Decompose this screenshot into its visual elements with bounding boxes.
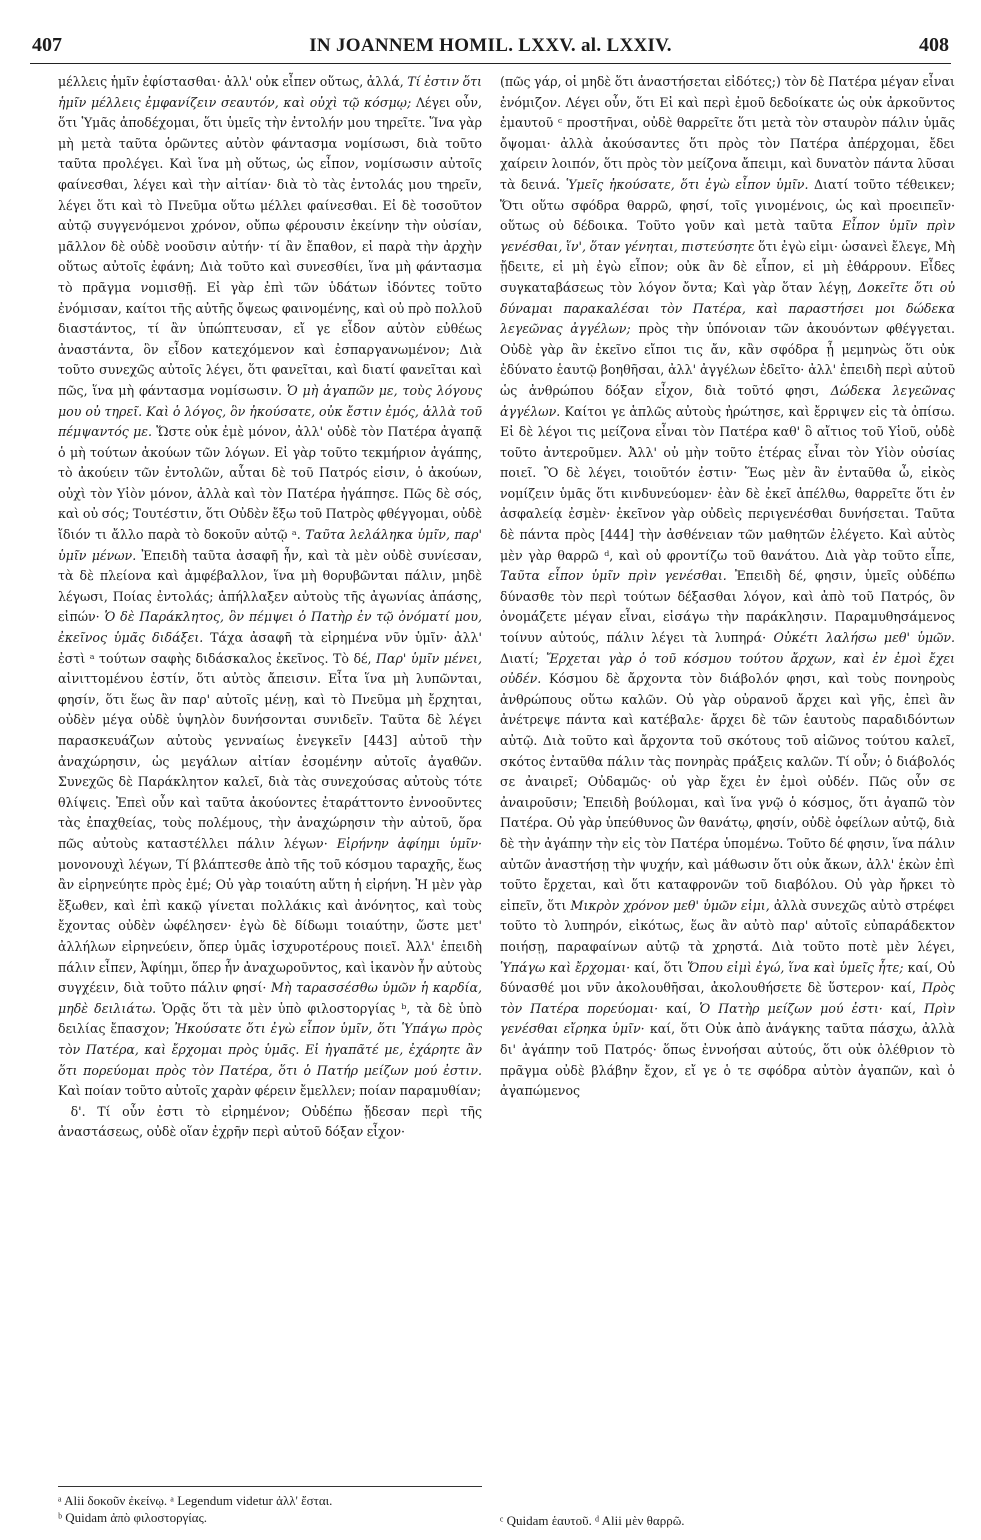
commentary-text: Ἐπειδὴ δέ, φησιν, ὑμεῖς οὐδέπω δύνασθε τὸν περὶ τούτων δέξασθαι λόγον, καὶ ἀπὸ τοῦ Πατρός, ὃν ὀνομάζετε μέγαν εἶναι, εἰσάγω τὴν παράκλησιν. Παραμυθησάμενος τοίνυν αὐτούς, πάλιν λέγει τὰ λυπηρά· [500, 568, 955, 646]
commentary-text: Καίτοι γε ἁπλῶς αὐτοὺς ἠρώτησε, καὶ ἔρριψεν εἰς τὰ ὀπίσω. Εἰ δὲ λέγοι τις μείζονα εἶναι τὸν Πατέρα καθ' ὃ αἴτιος τοῦ Υἱοῦ, οὐδὲ τοῦτο ἀντεροῦμεν. Ἀλλ' οὐ μὴν τοῦτο ἑτέρας εἶναι τὸν Υἱὸν οὐσίας ποιεῖ. Ὃ δὲ λέγει, τοιοῦτόν ἐστιν· Ἕως μὲν ἂν ἐνταῦθα ὦ, εἰκὸς νομίζειν ὑμᾶς ὅτι κινδυνεύομεν· ἐὰν δὲ ἐκεῖ ἀπέλθω, θαρρεῖτε ὅτι ἐν ἀσφαλείᾳ ἐσμὲν· ἐκεῖνον γὰρ οὐδεὶς περιγενέσθαι δυνήσεται. Ταῦτα δὲ πάντα πρὸς [444] τὴν ἀσθένειαν τῶν μαθητῶν ἐλέγετο. Καὶ αὐτὸς μὲν γὰρ θαρρῶ ᵈ, καὶ οὐ φροντίζω τοῦ θανάτου. Διὰ γὰρ τοῦτο εἶπε, [500, 403, 955, 563]
scripture-quote: Ὑπάγω καὶ ἔρχομαι· [500, 959, 631, 975]
commentary-text: Ὥστε οὐκ ἐμὲ μόνον, ἀλλ' οὐδὲ τὸν Πατέρα ἀγαπᾷ ὁ μὴ τούτων ἀκούων τῶν λόγων. Εἰ γὰρ τοῦτο τεκμήριον ἀγάπης, τὸ ἀκούειν τῶν ἐντολῶν, αὗται δὲ τοῦ Πατρός εἰσιν, ὁ ἀκούων, οὐχὶ τὸν Υἱὸν μόνον, ἀλλὰ καὶ τὸν Πατέρα ἠγάπησε. Πῶς δὲ σός, καὶ οὐ σός; Τουτέστιν, ὅτι Οὐδὲν ἔξω τοῦ Πατρὸς φθέγγομαι, οὐδὲ ἴδιόν τι ἄλλο παρὰ τὸ δοκοῦν αὐτῷ ᵃ. [58, 424, 482, 543]
footnotes-left [58, 1492, 482, 1526]
footnote-b: ᵇ Quidam ἀπὸ φιλοστοργίας. [58, 1510, 208, 1525]
commentary-text: αἰνιττομένου ἐστίν, ὅτι αὐτὸς ἄπεισιν. Εἶτα ἵνα μὴ λυπῶνται, φησίν, ὅτι ἕως ἂν παρ' αὐτοῖς μένῃ, καὶ τὸ Πνεῦμα μὴ ἔρχηται, οὐδὲν μέγα οὐδὲ ὑψηλὸν δυνήσονται συνιδεῖν. Ταῦτα δὲ λέγει παρασκευάζων αὐτοὺς γενναίως ἐνεγκεῖν [443] αὐτοῦ τὴν ἀναχώρησιν, ὡς μεγάλων αἰτίαν ἐσομένην αὐτοῖς ἀγαθῶν. Συνεχῶς δὲ Παράκλητον καλεῖ, διὰ τὰς συνεχούσας αὐτοὺς τότε θλίψεις. Ἐπεὶ οὖν καὶ ταῦτα ἀκούοντες ἐταράττοντο ἐννοοῦντες τὰς ἐπαχθείας, τοὺς πολέμους, τὴν ἀναχώρησιν τὴν αὐτοῦ, ὅρα πῶς αὐτοὺς καταστέλλει πάλιν λέγων· [58, 671, 482, 851]
commentary-text: καί, Οὐ δύνασθέ μοι νῦν ἀκολουθῆσαι, ἀκολουθήσετε δὲ ὕστερον· καί, [500, 959, 955, 996]
commentary-text: Τάχα ἀσαφῆ τὰ εἰρημένα νῦν ὑμῖν· ἀλλ' ἐστὶ ᵃ τούτων σαφὴς διδάσκαλος ἐκεῖνος. Τὸ δέ, [58, 630, 482, 666]
scripture-quote: Ὑμεῖς ἠκούσατε, ὅτι ἐγὼ εἶπον ὑμῖν. [565, 176, 809, 192]
commentary-text: ὅτι ἐγὼ εἰμι· ὡσανεὶ ἔλεγε, Μὴ ᾔδειτε, εἰ μὴ ἐγὼ εἶπον; οὐκ ἂν δὲ εἶπον, εἰ μὴ ἐθάρρουν. Εἶδες συγκαταβάσεως τὸν λόγον ὄντα; Καὶ γὰρ ὅταν λέγῃ, [500, 238, 955, 295]
scripture-quote: Ταῦτα λελάληκα ὑμῖν, παρ' ὑμῖν μένων. [58, 527, 482, 563]
commentary-text: μονονουχὶ λέγων, Τί βλάπτεσθε ἀπὸ τῆς τοῦ κόσμου ταραχῆς, ἕως ἂν εἰρηνεύητε πρὸς ἐμέ; Οὐ γὰρ τοιαύτη αὕτη ἡ εἰρήνη. Ἡ μὲν γὰρ ἔξωθεν, καὶ ἐπὶ κακῷ γίνεται πολλάκις καὶ ἀνόνητος, καὶ τοὺς ἔχοντας οὐδὲν ὠφέλησεν· ἐγὼ δὲ δίδωμι τοιαύτην, ὥστε μετ' ἀλλήλων εἰρηνεύειν, ὅπερ ὑμᾶς ἰσχυροτέρους ποιεῖ. Ἀλλ' ἐπειδὴ πάλιν εἶπεν, Ἀφίημι, ὅπερ ἦν ἀναχωροῦντος, καὶ ἱκανὸν ἦν αὐτοὺς συγχέειν, διὰ τοῦτο πάλιν φησί· [58, 856, 482, 996]
commentary-text: πρὸς τὴν ὑπόνοιαν τῶν ἀκουόντων φθέγγεται. Οὐδὲ γὰρ ἂν ἐκεῖνο εἴποι τις ἄν, κἂν σφόδρα ᾖ μεμηνὼς ὅτι οὐκ ἐδύνατο ἑαυτῷ βοηθῆσαι, ἀλλ' ἀγγέλων ἐδεῖτο· ἀλλ' ἐπειδὴ περὶ αὐτοῦ ὡς ἀνθρώπου δόξαν εἶχον, διὰ τοῦτό φησι, [500, 321, 955, 398]
scripture-quote: Μικρὸν χρόνον μεθ' ὑμῶν εἰμι, [570, 897, 770, 913]
running-title: IN JOANNEM HOMIL. LXXV. al. LXXIV. [309, 35, 672, 56]
scripture-quote: Πρὸς τὸν Πατέρα πορεύομαι· [500, 980, 955, 1016]
scripture-quote: Μὴ ταρασσέσθω ὑμῶν ἡ καρδία, μηδὲ δειλιάτω. [58, 980, 482, 1016]
commentary-text: ἀλλὰ συνεχῶς αὐτὸ στρέφει τοῦτο τὸ λυπηρόν, εἰκότως, ἕως ἂν αὐτὸ παρ' αὐτοῖς εὐπαράδεκτον ποιήσῃ, παραφαίνων αὐτῷ τὰ χρηστά. Διὰ τοῦτο ποτὲ μὲν λέγει, [500, 897, 955, 954]
scripture-quote: Εἶπον ὑμῖν πρὶν γενέσθαι, ἵν', ὅταν γένηται, πιστεύσητε [500, 218, 955, 254]
commentary-text: Διατί τοῦτο τέθεικεν; Ὅτι οὕτω σφόδρα θαρρῶ, φησί, τοῖς γινομένοις, ὡς καὶ προειπεῖν· οὕτως οὐ δέδοικα. Τοῦτο γοῦν καὶ μετὰ ταῦτα [500, 176, 955, 234]
commentary-text: Λέγει οὖν, ὅτι Ὑμᾶς ἀποδέχομαι, ὅτι ὑμεῖς τὴν ἐντολήν μου τηρεῖτε. Ἵνα γὰρ μὴ μετὰ ταῦτα ὁρῶντες αὐτὸν φάντασμα νομίσωσι, διὰ τοῦτο ταῦτα προλέγει. Καὶ ἵνα μὴ οὕτως, ὡς εἶπον, νομίσωσιν αὐτοῖς φαίνεσθαι, λέγει καὶ τὴν αἰτίαν· διὰ τὸ τὰς ἐντολάς μου τηρεῖν, λέγει ὅτι καὶ τὸ Πνεῦμα οὕτω μέλλει φαίνεσθαι. Εἰ δὲ τοσοῦτον αὐτῷ συγγενόμενοι χρόνον, οὔπω φέρουσιν ἐκείνην τὴν οὐσίαν, μᾶλλον δὲ οὐδὲ νοοῦσιν αὐτήν· τί ἂν ἔπαθον, εἰ παρὰ τὴν ἀρχὴν οὕτως αὐτοῖς ἐφάνη; Διὰ τοῦτο καὶ συνεσθίει, ἵνα μὴ φάντασμα τὸ πρᾶγμα νομισθῇ. Εἰ γὰρ ἐπὶ τῶν ὑδάτων ἰδόντες τοῦτο ἐνόμισαν, καίτοι τῆς αὐτῆς ὄψεως φαινομένης, καὶ οὐ πρὸ πολλοῦ διαστάντος, τί ἂν ὑπώπτευσαν, εἴ γε εἶδον αὐτὸν εὐθέως ἀναστάντα, ὃν εἶδον κατεχόμενον καὶ ἐσπαργανωμένον; Διὰ τοῦτο συνεχῶς αὐτοῖς λέγει, ὅτι φανεῖται, καὶ διατί φανεῖται καὶ πῶς, ἵνα μὴ φάντασμα νομίσωσιν. [58, 94, 482, 398]
commentary-text: καί, [658, 1000, 700, 1016]
footnotes-right [500, 1512, 955, 1529]
running-header [30, 30, 951, 64]
scripture-quote: Δώδεκα λεγεῶνας ἀγγέλων. [500, 382, 955, 419]
commentary-text: δ'. Τί οὖν ἐστι τὸ εἰρημένον; Οὐδέπω ᾔδεσαν περὶ τῆς ἀναστάσεως, οὐδὲ οἵαν ἐχρῆν περὶ αὐτοῦ δόξαν εἶχον· [58, 1103, 482, 1140]
footnote-rule [58, 1486, 482, 1487]
page-number-right: 408 [919, 34, 949, 56]
scripture-quote: Ὁ Πατὴρ μείζων μού ἐστι· [699, 1000, 883, 1016]
footnote-a: ᵃ Alii δοκοῦν ἐκείνῳ. ᵃ Legendum videtur ἀλλ' ἔσται. [58, 1493, 333, 1508]
left-text-column [58, 72, 482, 1490]
commentary-text: Ὁρᾷς ὅτι τὰ μὲν ὑπὸ φιλοστοργίας ᵇ, τὰ δὲ ὑπὸ δειλίας ἔπασχον; [58, 1000, 482, 1037]
commentary-text: μέλλεις ἡμῖν ἐφίστασθαι· ἀλλ' οὐκ εἶπεν οὕτως, ἀλλά, [58, 74, 408, 89]
scripture-quote: Εἰρήνην ἀφίημι ὑμῖν· [336, 835, 482, 851]
commentary-text: καί, ὅτι [630, 959, 688, 975]
commentary-text: (πῶς γάρ, οἱ μηδὲ ὅτι ἀναστήσεται εἰδότες;) τὸν δὲ Πατέρα μέγαν εἶναι ἐνόμιζον. Λέγει οὖν, ὅτι Εἰ καὶ περὶ ἐμοῦ δεδοίκατε ὡς οὐκ ἀρκοῦντος ἐμαυτοῦ ᶜ προστῆναι, οὐδὲ θαρρεῖτε ὅτι μετὰ τὸν σταυρὸν πάλιν ὑμᾶς ὄψομαι· ἀλλὰ ἀκούσαντες ὅτι πρὸς τὸν Πατέρα ἀπέρχομαι, ἔδει χαίρειν λοιπόν, ὅτι πρὸς τὸν μείζονα ἄπειμι, καὶ δυνατὸν πάντα λῦσαι τὰ δεινά. [500, 74, 955, 192]
commentary-text: Ἐπειδὴ ταῦτα ἀσαφῆ ἦν, καὶ τὰ μὲν οὐδὲ συνίεσαν, τὰ δὲ πλείονα καὶ ἀμφέβαλλον, ἵνα μὴ θορυβῶνται πάλιν, μηδὲ λέγωσι, Ποίας ἐντολάς; ἀπήλλαξεν αὐτοὺς τῆς ἀγωνίας ἁπάσης, εἰπών· [58, 547, 482, 625]
scripture-quote: Ὅπου εἰμὶ ἐγώ, ἵνα καὶ ὑμεῖς ἦτε; [687, 959, 904, 975]
scripture-quote: Τί ἐστιν ὅτι ἡμῖν μέλλεις ἐμφανίζειν σεαυτόν, καὶ οὐχὶ τῷ κόσμῳ; [58, 74, 482, 110]
page-number-left: 407 [32, 34, 62, 56]
commentary-text: καί, [882, 1000, 925, 1016]
commentary-text: Κόσμου δὲ ἄρχοντα τὸν διάβολόν φησι, καὶ τοὺς πονηροὺς ἀνθρώπους οὕτω καλῶν. Οὐ γὰρ οὐρανοῦ ἄρχει καὶ γῆς, ἐπεὶ ἂν ἀνέτρεψε πάντα καὶ κατέβαλε· ἄρχει δὲ τῶν ἑαυτοὺς παραδιδόντων αὐτῷ. Διὰ τοῦτο καὶ ἄρχοντα τοῦ σκότους τοῦ αἰῶνος τούτου καλεῖ, σκότος ἐνταῦθα πάλιν τὰς πονηρὰς πράξεις καλῶν. Τί οὖν; ὁ διάβολός σε ἀναιρεῖ; Οὐδαμῶς· οὐ γὰρ ἔχει ἐν ἐμοὶ οὐδέν. Πῶς οὖν σε ἀναιροῦσιν; Ἐπειδὴ βούλομαι, καὶ ἵνα γνῷ ὁ κόσμος, ὅτι ἀγαπῶ τὸν Πατέρα. Οὐ γὰρ ὑπεύθυνος ὢν θανάτῳ, φησίν, οὐδὲ ὀφείλων αὐτῷ, διὰ δὲ τὴν ἀγάπην τὴν εἰς τὸν Πατέρα ὑπομένω. Τοῦτο δέ φησιν, ἵνα πάλιν αὐτῶν ἀναστήσῃ τὴν ψυχήν, καὶ μάθωσιν ὅτι οὐκ ἄκων, ἀλλ' ἑκὼν ἐπὶ τοῦτο ἔρχεται, καὶ ὅτι καταφρονῶν τοῦ διαβόλου. Οὐ γὰρ ἤρκει τὸ εἰπεῖν, ὅτι [500, 671, 955, 913]
commentary-text: καί, ὅτι Οὐκ ἀπὸ ἀνάγκης ταῦτα πάσχω, ἀλλὰ δι' ἀγάπην τοῦ Πατρός· ὅπως ἐννοήσαι αὐτούς, ὅτι οὐκ ὀλέθριον τὸ πρᾶγμα οὐδὲ βλάβην ἔχον, εἴ γε ὁ τε σφόδρα αὐτὸν ἀγαπῶν, καὶ ὁ ἀγαπώμενος [500, 1021, 955, 1099]
scripture-quote: Ταῦτα εἶπον ὑμῖν πρὶν γενέσθαι. [500, 568, 727, 584]
right-text-column [500, 72, 955, 1512]
scripture-quote: Ὁ δὲ Παράκλητος, ὃν πέμψει ὁ Πατὴρ ἐν τῷ ὀνόματί μου, ἐκεῖνος ὑμᾶς διδάξει. [58, 609, 482, 646]
scripture-quote: Ὁ μὴ ἀγαπῶν με, τοὺς λόγους μου οὐ τηρεῖ. Καὶ ὁ λόγος, ὃν ἠκούσατε, οὐκ ἔστιν ἐμός, ἀλλὰ τοῦ πέμψαντός με. [58, 382, 482, 440]
scripture-quote: Πρὶν γενέσθαι εἴρηκα ὑμῖν· [500, 1000, 955, 1037]
right-column-paragraph [500, 72, 955, 1102]
scripture-quote: Οὐκέτι λαλήσω μεθ' ὑμῶν. [773, 630, 955, 646]
left-column-paragraph [58, 72, 482, 1143]
scripture-quote: Παρ' ὑμῖν μένει, [376, 650, 482, 666]
scripture-quote: Δοκεῖτε ὅτι οὐ δύναμαι παρακαλέσαι τὸν Πατέρα, καὶ παραστήσει μοι δώδεκα λεγεῶνας ἀγγέλων; [500, 279, 955, 337]
commentary-text: Διατί; [500, 650, 547, 666]
scripture-quote: Ἔρχεται γὰρ ὁ τοῦ κόσμου τούτου ἄρχων, καὶ ἐν ἐμοὶ ἔχει οὐδέν. [500, 650, 955, 687]
footnote-c-d: ᶜ Quidam ἑαυτοῦ. ᵈ Alii μὲν θαρρῶ. [500, 1513, 685, 1528]
scripture-quote: Ἠκούσατε ὅτι ἐγὼ εἶπον ὑμῖν, ὅτι Ὑπάγω πρὸς τὸν Πατέρα, καὶ ἔρχομαι πρὸς ὑμᾶς. Εἰ ἠγαπᾶτέ με, ἐχάρητε ἂν ὅτι πορεύομαι πρὸς τὸν Πατέρα, ὅτι ὁ Πατήρ μείζων μού ἐστιν. [58, 1021, 482, 1078]
commentary-text: Καὶ ποίαν τοῦτο αὐτοῖς χαρὰν φέρειν ἔμελλεν; ποίαν παραμυθίαν; [58, 1083, 482, 1099]
